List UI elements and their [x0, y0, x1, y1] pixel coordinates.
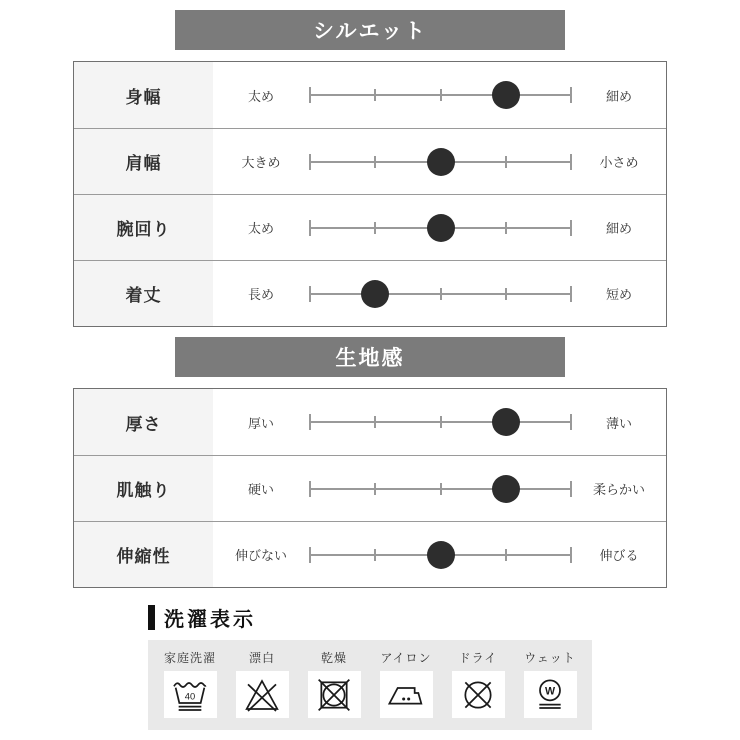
track-tick [440, 89, 442, 101]
track-end-cap [570, 87, 572, 103]
track-end-cap [309, 414, 311, 430]
care-item-home-wash [164, 649, 217, 730]
care-item-label: 漂白 [248, 651, 275, 665]
attribute-label: 肌触り [74, 456, 213, 521]
track-tick [374, 483, 376, 495]
track-tick [440, 416, 442, 428]
track-tick [374, 416, 376, 428]
care-item-label: アイロン [380, 651, 432, 665]
rating-scale [213, 522, 666, 587]
track-end-cap [309, 481, 311, 497]
track-end-cap [309, 87, 311, 103]
track-tick [374, 89, 376, 101]
scale-min-label: 硬い [247, 482, 274, 497]
track-tick [374, 222, 376, 234]
rating-track [309, 474, 572, 504]
iron-two-dots-icon [380, 671, 433, 718]
track-end-cap [309, 154, 311, 170]
care-item-wet-clean [524, 649, 577, 730]
attribute-label: 身幅 [74, 62, 213, 128]
track-tick [505, 549, 507, 561]
rating-scale [213, 456, 666, 521]
track-end-cap [309, 220, 311, 236]
silhouette-table [73, 61, 667, 327]
rating-track [309, 407, 572, 437]
track-tick [374, 156, 376, 168]
rating-dot [427, 541, 455, 569]
care-symbols-section [148, 603, 592, 730]
table-row-shoulder-width [74, 128, 666, 194]
scale-min-label: 長め [247, 287, 274, 302]
care-item-label: ウェット [524, 651, 576, 665]
rating-track [309, 279, 572, 309]
care-item-label: 家庭洗濯 [163, 651, 216, 665]
rating-scale [213, 129, 666, 194]
scale-max-label: 短め [605, 287, 632, 302]
rating-scale [213, 261, 666, 326]
care-item-label: 乾燥 [320, 651, 347, 665]
attribute-label: 着丈 [74, 261, 213, 326]
rating-dot [427, 148, 455, 176]
care-item-dry [308, 649, 361, 730]
rating-scale [213, 195, 666, 260]
care-item-bleach [236, 649, 289, 730]
section-header-silhouette: シルエット [175, 10, 565, 50]
rating-track [309, 80, 572, 110]
wash-tub-40-icon [164, 671, 217, 718]
section-header-fabric: 生地感 [175, 337, 565, 377]
scale-max-label: 薄い [605, 415, 632, 431]
track-tick [440, 288, 442, 300]
scale-max-label: 柔らかい [592, 482, 645, 497]
rating-dot [492, 81, 520, 109]
fabric-table [73, 388, 667, 588]
track-end-cap [309, 286, 311, 302]
rating-dot [427, 214, 455, 242]
track-tick [505, 156, 507, 168]
rating-dot [492, 475, 520, 503]
track-end-cap [570, 154, 572, 170]
attribute-label: 肩幅 [74, 129, 213, 194]
scale-min-label: 太め [247, 221, 274, 236]
rating-dot [361, 280, 389, 308]
scale-min-label: 大きめ [241, 155, 281, 170]
track-end-cap [570, 481, 572, 497]
table-row-thickness [74, 389, 666, 455]
table-row-texture [74, 455, 666, 521]
attribute-label: 厚さ [74, 389, 213, 455]
track-end-cap [570, 286, 572, 302]
scale-max-label: 細め [605, 88, 632, 104]
no-bleach-icon [236, 671, 289, 718]
care-symbols-box [148, 640, 592, 730]
scale-max-label: 小さめ [599, 155, 639, 170]
care-item-label: ドライ [458, 651, 498, 665]
rating-track [309, 213, 572, 243]
care-item-dry-clean [452, 649, 505, 730]
table-row-body-width [74, 62, 666, 128]
care-heading-label: 洗濯表示 [164, 609, 256, 631]
table-row-length [74, 260, 666, 326]
table-row-arm-width [74, 194, 666, 260]
track-end-cap [309, 547, 311, 563]
track-end-cap [570, 220, 572, 236]
track-end-cap [570, 414, 572, 430]
svg-text:W: W [544, 684, 556, 697]
track-tick [440, 483, 442, 495]
rating-dot [492, 408, 520, 436]
rating-scale [213, 389, 666, 455]
svg-text:40: 40 [184, 691, 196, 702]
attribute-label: 伸縮性 [74, 522, 213, 587]
heading-accent-bar [148, 605, 155, 630]
scale-min-label: 伸びない [234, 548, 287, 563]
track-tick [505, 222, 507, 234]
wet-clean-icon [524, 671, 577, 718]
track-tick [505, 288, 507, 300]
attribute-label: 腕回り [74, 195, 213, 260]
scale-min-label: 厚い [247, 415, 274, 431]
track-tick [374, 549, 376, 561]
track-end-cap [570, 547, 572, 563]
rating-track [309, 540, 572, 570]
scale-max-label: 伸びる [599, 548, 639, 563]
care-item-iron [380, 649, 433, 730]
rating-track [309, 147, 572, 177]
scale-min-label: 太め [247, 88, 274, 104]
table-row-stretch [74, 521, 666, 587]
rating-scale [213, 62, 666, 128]
no-tumble-dry-icon [308, 671, 361, 718]
care-heading [148, 603, 592, 632]
no-dry-clean-icon [452, 671, 505, 718]
scale-max-label: 細め [605, 221, 632, 236]
